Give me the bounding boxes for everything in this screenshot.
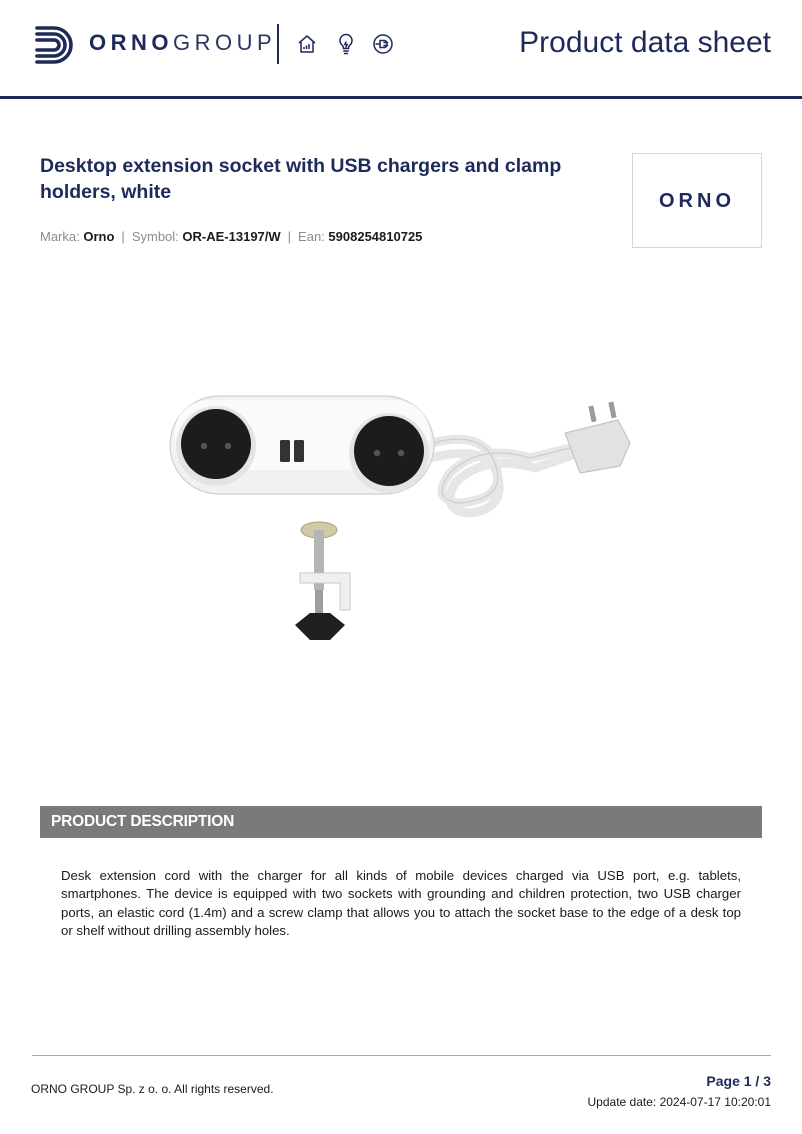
brand-wordmark	[89, 30, 276, 56]
orno-logo-icon	[34, 24, 76, 66]
header-rule	[0, 96, 802, 99]
lightbulb-icon	[335, 33, 357, 55]
smart-home-icon	[296, 33, 318, 55]
section-heading: PRODUCT DESCRIPTION	[51, 813, 235, 830]
symbol-label: Symbol:	[131, 229, 179, 244]
meta-separator: |	[121, 229, 125, 244]
update-date: Update date: 2024-07-17 10:20:01	[587, 1095, 771, 1109]
brand-value: Orno	[83, 229, 115, 244]
page-number: Page 1 / 3	[706, 1073, 771, 1089]
product-title: Desktop extension socket with USB chargers and clamp holders, white	[40, 155, 562, 203]
header-divider	[277, 24, 279, 64]
brand-label: Marka:	[40, 229, 80, 244]
section-header	[40, 806, 762, 838]
brand-bold: ORNO	[89, 30, 173, 55]
brand-logo: ORNO	[659, 190, 735, 212]
ean-value: 5908254810725	[328, 229, 423, 244]
symbol-value: OR-AE-13197/W	[182, 229, 281, 244]
product-meta	[40, 229, 422, 244]
meta-separator: |	[287, 229, 292, 244]
description-text: Desk extension cord with the charger for all kinds of mobile devices charged via USB port, e.g. tablets, smartphones. The device is equipped with two sockets with grounding and children protection, two USB charger ports, an elastic cord (1.4m) and a screw clamp that allows you to attach the socket base to the edge of a desk top or shelf without drilling assembly holes.	[61, 868, 741, 938]
brand-logo-box	[632, 153, 762, 248]
ean-label: Ean:	[298, 229, 325, 244]
copyright-text: ORNO GROUP Sp. z o. o. All rights reserved.	[31, 1082, 274, 1096]
product-image	[150, 268, 658, 776]
footer-rule	[32, 1055, 771, 1056]
brand-light: GROUP	[173, 30, 277, 55]
document-title: Product data sheet	[519, 26, 771, 59]
plug-icon	[372, 33, 394, 55]
